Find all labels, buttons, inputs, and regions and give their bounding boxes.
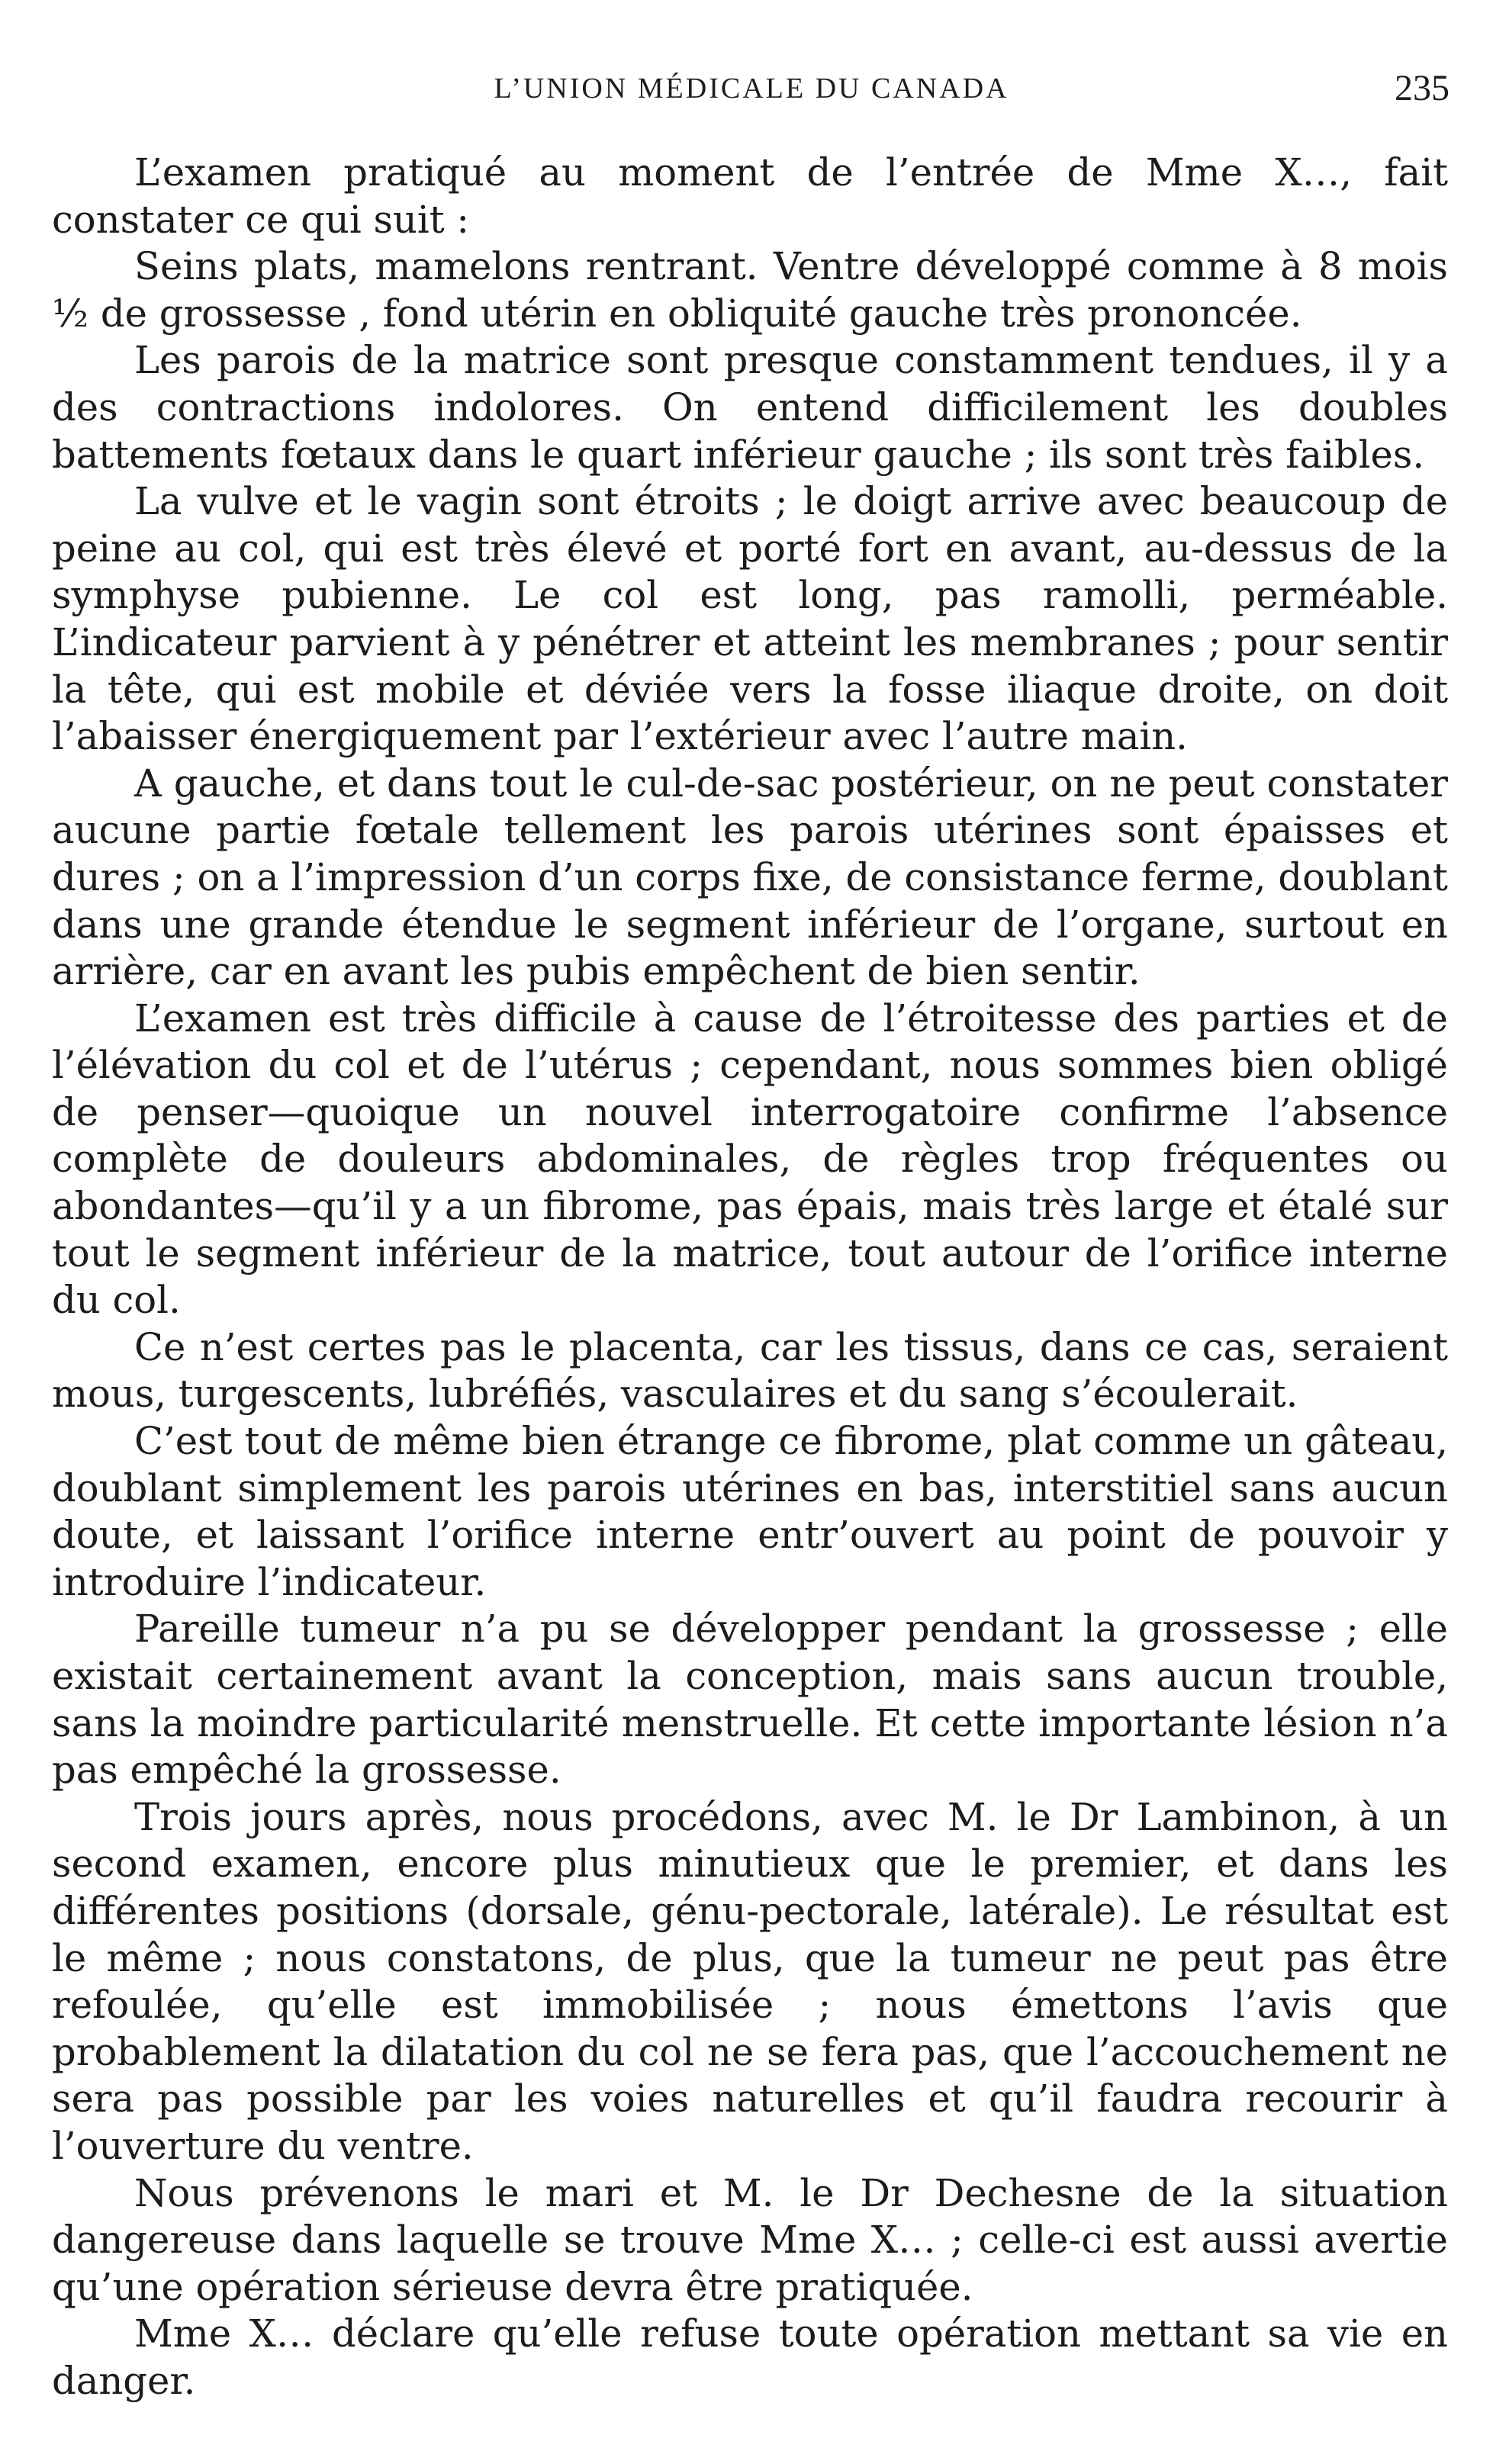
page-number: 235 [1395, 68, 1449, 108]
paragraph-gauche: A gauche, et dans tout le cul-de-sac postérieur, on ne peut constater aucune partie fœtale tellement les parois utérines sont épaisses et dures ; on a l’impression d’un corps fixe, de consistance ferme, doublant dans une grande étendue le segment inférieur de l’organe, surtout en arrière, car en avant les pubis empêchent de bien sentir. [52, 761, 1448, 994]
paragraph-parois: Les parois de la matrice sont presque constamment tendues, il y a des contractions indolores. On entend difficilement les doubles battements fœtaux dans le quart inférieur gauche ; ils sont très faibles. [52, 338, 1448, 477]
paragraph-refus: Mme X… déclare qu’elle refuse toute opération mettant sa vie en danger. [52, 2311, 1448, 2403]
paragraph-fibrome: C’est tout de même bien étrange ce fibrome, plat comme un gâteau, doublant simplement les parois utérines en bas, interstitiel sans aucun doute, et laissant l’orifice interne entr’ouvert au point de pouvoir y introduire l’indicateur. [52, 1419, 1448, 1604]
paragraph-second-examen: Trois jours après, nous procédons, avec M. le Dr Lambinon, à un second examen, encore plus minutieux que le premier, et dans les différentes positions (dorsale, génu-pectorale, latérale). Le résultat est le même ; nous constatons, de plus, que la tumeur ne peut pas être refoulée, qu’elle est immobilisée ; nous émettons l’avis que probablement la dilatation du col ne se fera pas, que l’accouchement ne sera pas possible par les voies naturelles et qu’il faudra recourir à l’ouverture du ventre. [52, 1794, 1448, 2168]
paragraph-seins: Seins plats, mamelons rentrant. Ventre développé comme à 8 mois ½ de grossesse , fond utérin en obliquité gauche très prononcée. [52, 244, 1448, 336]
running-title: L’UNION MÉDICALE DU CANADA [494, 72, 1009, 105]
paragraph-examen: L’examen pratiqué au moment de l’entrée de Mme X…, fait constater ce qui suit : [52, 150, 1448, 242]
paragraph-prevenons: Nous prévenons le mari et M. le Dr Dechesne de la situation dangereuse dans laquelle se trouve Mme X… ; celle-ci est aussi avertie qu’une opération sérieuse devra être pratiquée. [52, 2170, 1448, 2309]
paragraph-vulve: La vulve et le vagin sont étroits ; le doigt arrive avec beaucoup de peine au col, qui est très élevé et porté fort en avant, au-dessus de la symphyse pubienne. Le col est long, pas ramolli, perméable. L’indicateur parvient à y pénétrer et atteint les membranes ; pour sentir la tête, qui est mobile et déviée vers la fosse iliaque droite, on doit l’abaisser énergiquement par l’extérieur avec l’autre main. [52, 479, 1448, 759]
body-text [52, 150, 1448, 2405]
paragraph-difficile: L’examen est très difficile à cause de l’étroitesse des parties et de l’élévation du col et de l’utérus ; cependant, nous sommes bien obligé de penser—quoique un nouvel interrogatoire confirme l’absence complète de douleurs abdominales, de règles trop fréquentes ou abondantes—qu’il y a un fibrome, pas épais, mais très large et étalé sur tout le segment inférieur de la matrice, tout autour de l’orifice interne du col. [52, 996, 1448, 1323]
paragraph-tumeur: Pareille tumeur n’a pu se développer pendant la grossesse ; elle existait certainement avant la conception, mais sans aucun trouble, sans la moindre particularité menstruelle. Et cette importante lésion n’a pas empêché la grossesse. [52, 1607, 1448, 1793]
paragraph-placenta: Ce n’est certes pas le placenta, car les tissus, dans ce cas, seraient mous, turgescents, lubréfiés, vasculaires et du sang s’écoulerait. [52, 1324, 1448, 1417]
running-head [53, 66, 1449, 111]
